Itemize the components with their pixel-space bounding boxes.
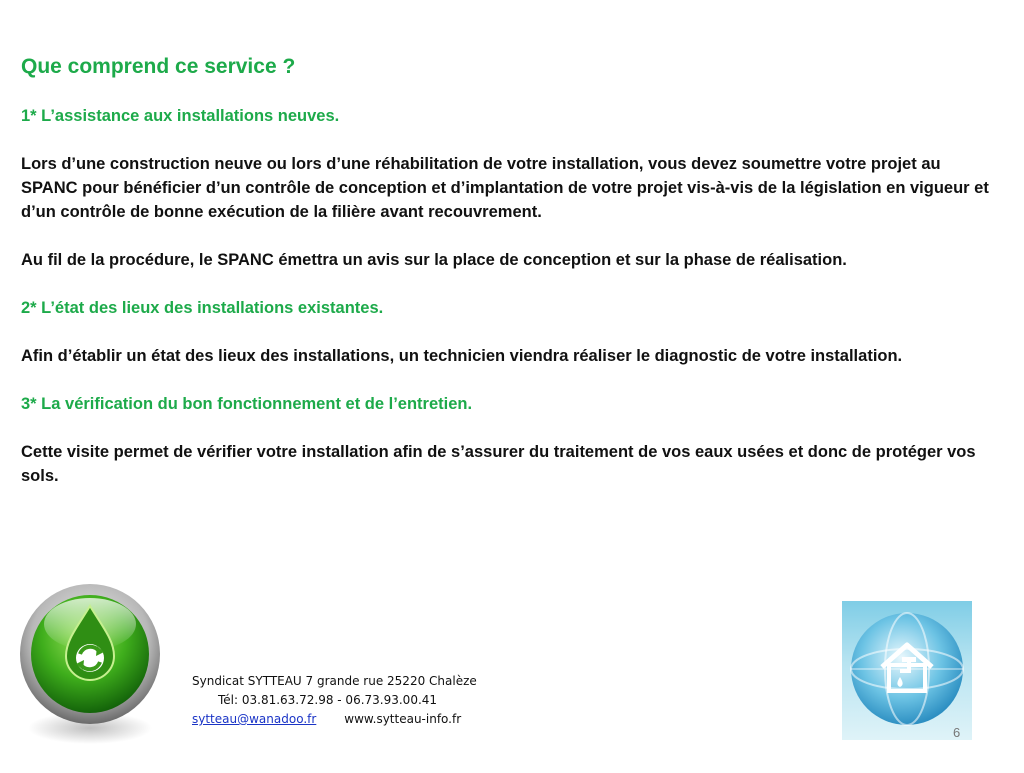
footer-links [192, 710, 502, 729]
section-3-paragraph-1: Cette visite permet de vérifier votre installation afin de s’assurer du traitement de vos eaux usées et donc de protéger vos sols. [21, 443, 976, 485]
footer-website: www.sytteau-info.fr [344, 712, 462, 726]
green-water-drop-recycle-logo-icon [0, 568, 182, 768]
section-1-heading: 1* L’assistance aux installations neuves. [21, 107, 340, 125]
footer-address: Syndicat SYTTEAU 7 grande rue 25220 Chalèze [192, 674, 477, 688]
section-1-paragraph-1: Lors d’une construction neuve ou lors d’une réhabilitation de votre installation, vous devez soumettre votre projet au SPANC pour bénéficier d’un contrôle de conception et d’implantation de votre projet vis-à-vis de la législation en vigueur et d’un contrôle de bonne exécution de la filière avant recouvrement. [21, 155, 989, 221]
slide-content [21, 52, 996, 512]
section-2-paragraph-1: Afin d’établir un état des lieux des installations, un technicien viendra réaliser le diagnostic de votre installation. [21, 347, 903, 365]
section-2-heading: 2* L’état des lieux des installations existantes. [21, 299, 384, 317]
footer-contact [192, 672, 502, 729]
blue-globe-house-faucet-logo-icon [842, 601, 972, 740]
slide-title: Que comprend ce service ? [21, 55, 296, 78]
section-3-heading: 3* La vérification du bon fonctionnement et de l’entretien. [21, 395, 473, 413]
footer-email-link[interactable]: sytteau@wanadoo.fr [192, 712, 317, 726]
footer-phone: Tél: 03.81.63.72.98 - 06.73.93.00.41 [218, 693, 438, 707]
section-1-paragraph-2: Au fil de la procédure, le SPANC émettra un avis sur la place de conception et sur la phase de réalisation. [21, 251, 847, 269]
page-number: 6 [953, 725, 961, 740]
